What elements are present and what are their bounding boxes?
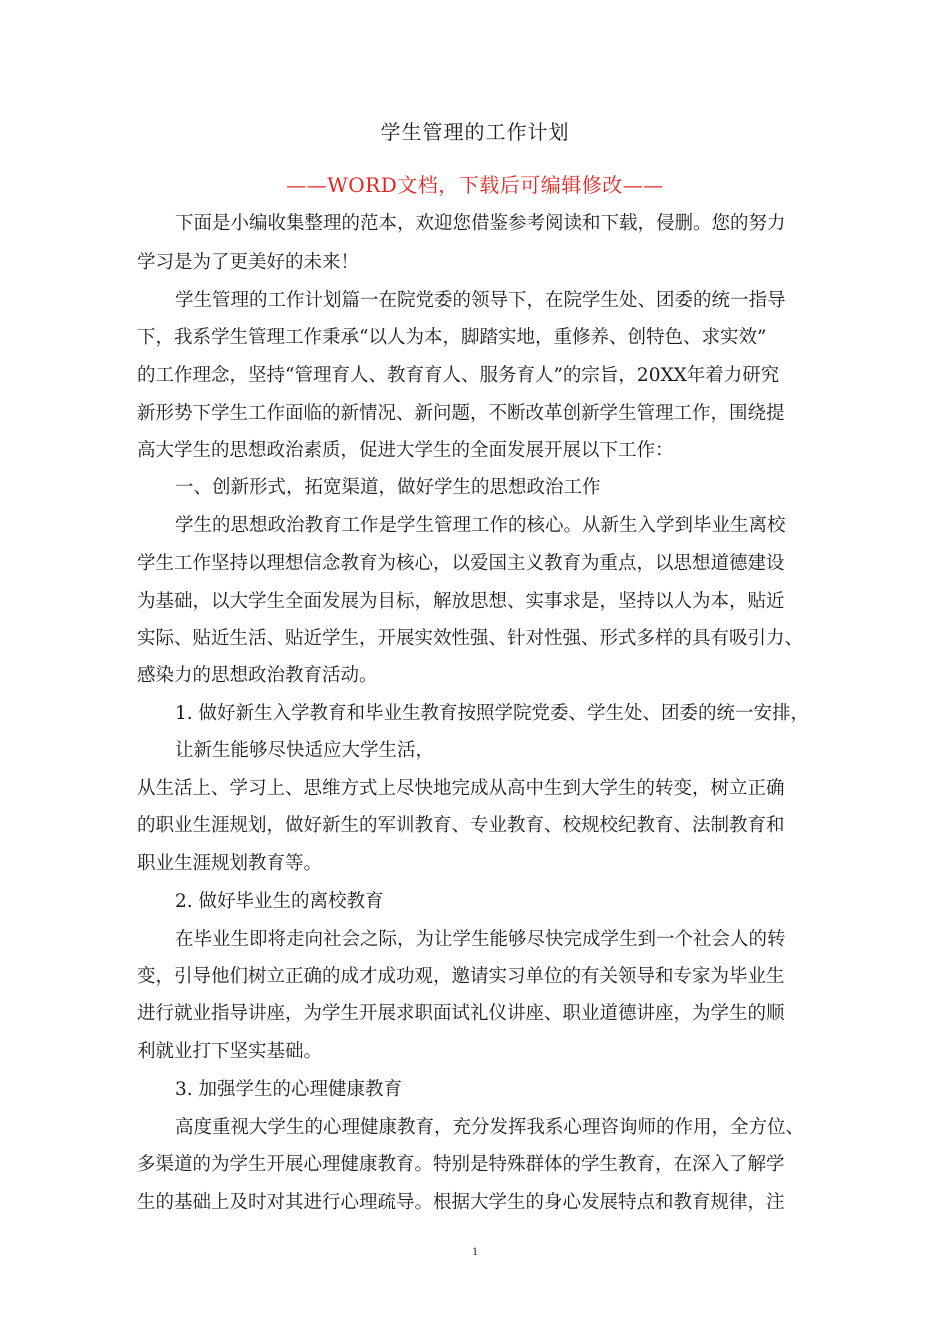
numbered-item: 3. 加强学生的心理健康教育 [175, 1079, 403, 1100]
body-line: 学习是为了更美好的未来！ [137, 252, 360, 273]
body-line: 新形势下学生工作面临的新情况、新问题，不断改革创新学生管理工作，围绕提 [137, 403, 785, 424]
document-title: 学生管理的工作计划 [380, 120, 570, 144]
body-line: 的工作理念，坚持“管理育人、教育育人、服务育人”的宗旨，20XX年着力研究 [137, 365, 780, 386]
numbered-item: 2. 做好毕业生的离校教育 [175, 891, 384, 912]
body-line: 下面是小编收集整理的范本，欢迎您借鉴参考阅读和下载，侵删。您的努力 [175, 213, 786, 234]
body-line: 实际、贴近生活、贴近学生，开展实效性强、针对性强、形式多样的具有吸引力、 [137, 628, 804, 649]
page-number: 1 [472, 1244, 478, 1258]
body-line: 为基础，以大学生全面发展为目标，解放思想、实事求是，坚持以人为本，贴近 [137, 591, 785, 612]
body-line: 进行就业指导讲座，为学生开展求职面试礼仪讲座、职业道德讲座，为学生的顺 [137, 1003, 785, 1024]
body-line: 的职业生涯规划，做好新生的军训教育、专业教育、校规校纪教育、法制教育和 [137, 815, 785, 836]
body-line: 职业生涯规划教育等。 [137, 853, 323, 874]
body-line: 学生的思想政治教育工作是学生管理工作的核心。从新生入学到毕业生离校 [175, 515, 786, 536]
body-line: 生的基础上及时对其进行心理疏导。根据大学生的身心发展特点和教育规律，注 [137, 1192, 785, 1213]
body-line: 感染力的思想政治教育活动。 [137, 665, 378, 686]
body-line: 让新生能够尽快适应大学生活， [175, 740, 435, 761]
section-heading: 一、创新形式，拓宽渠道，做好学生的思想政治工作 [175, 477, 601, 498]
body-line: 利就业打下坚实基础。 [137, 1041, 323, 1062]
body-line: 高大学生的思想政治素质，促进大学生的全面发展开展以下工作： [137, 440, 674, 461]
body-line: 学生管理的工作计划篇一在院党委的领导下，在院学生处、团委的统一指导 [175, 290, 786, 311]
body-line: 学生工作坚持以理想信念教育为核心，以爱国主义教育为重点，以思想道德建设 [137, 553, 785, 574]
numbered-item: 1. 做好新生入学教育和毕业生教育按照学院党委、学生处、团委的统一安排， [175, 703, 810, 724]
body-line: 从生活上、学习上、思维方式上尽快地完成从高中生到大学生的转变，树立正确 [137, 778, 785, 799]
body-line: 变，引导他们树立正确的成才成功观，邀请实习单位的有关领导和专家为毕业生 [137, 966, 785, 987]
body-line: 高度重视大学生的心理健康教育，充分发挥我系心理咨询师的作用，全方位、 [175, 1117, 805, 1138]
body-line: 多渠道的为学生开展心理健康教育。特别是特殊群体的学生教育，在深入了解学 [137, 1154, 785, 1175]
document-subtitle: ——WORD文档，下载后可编辑修改—— [286, 173, 664, 197]
body-line: 在毕业生即将走向社会之际，为让学生能够尽快完成学生到一个社会人的转 [175, 929, 786, 950]
body-line: 下，我系学生管理工作秉承“以人为本，脚踏实地，重修养、创特色、求实效” [137, 327, 767, 348]
